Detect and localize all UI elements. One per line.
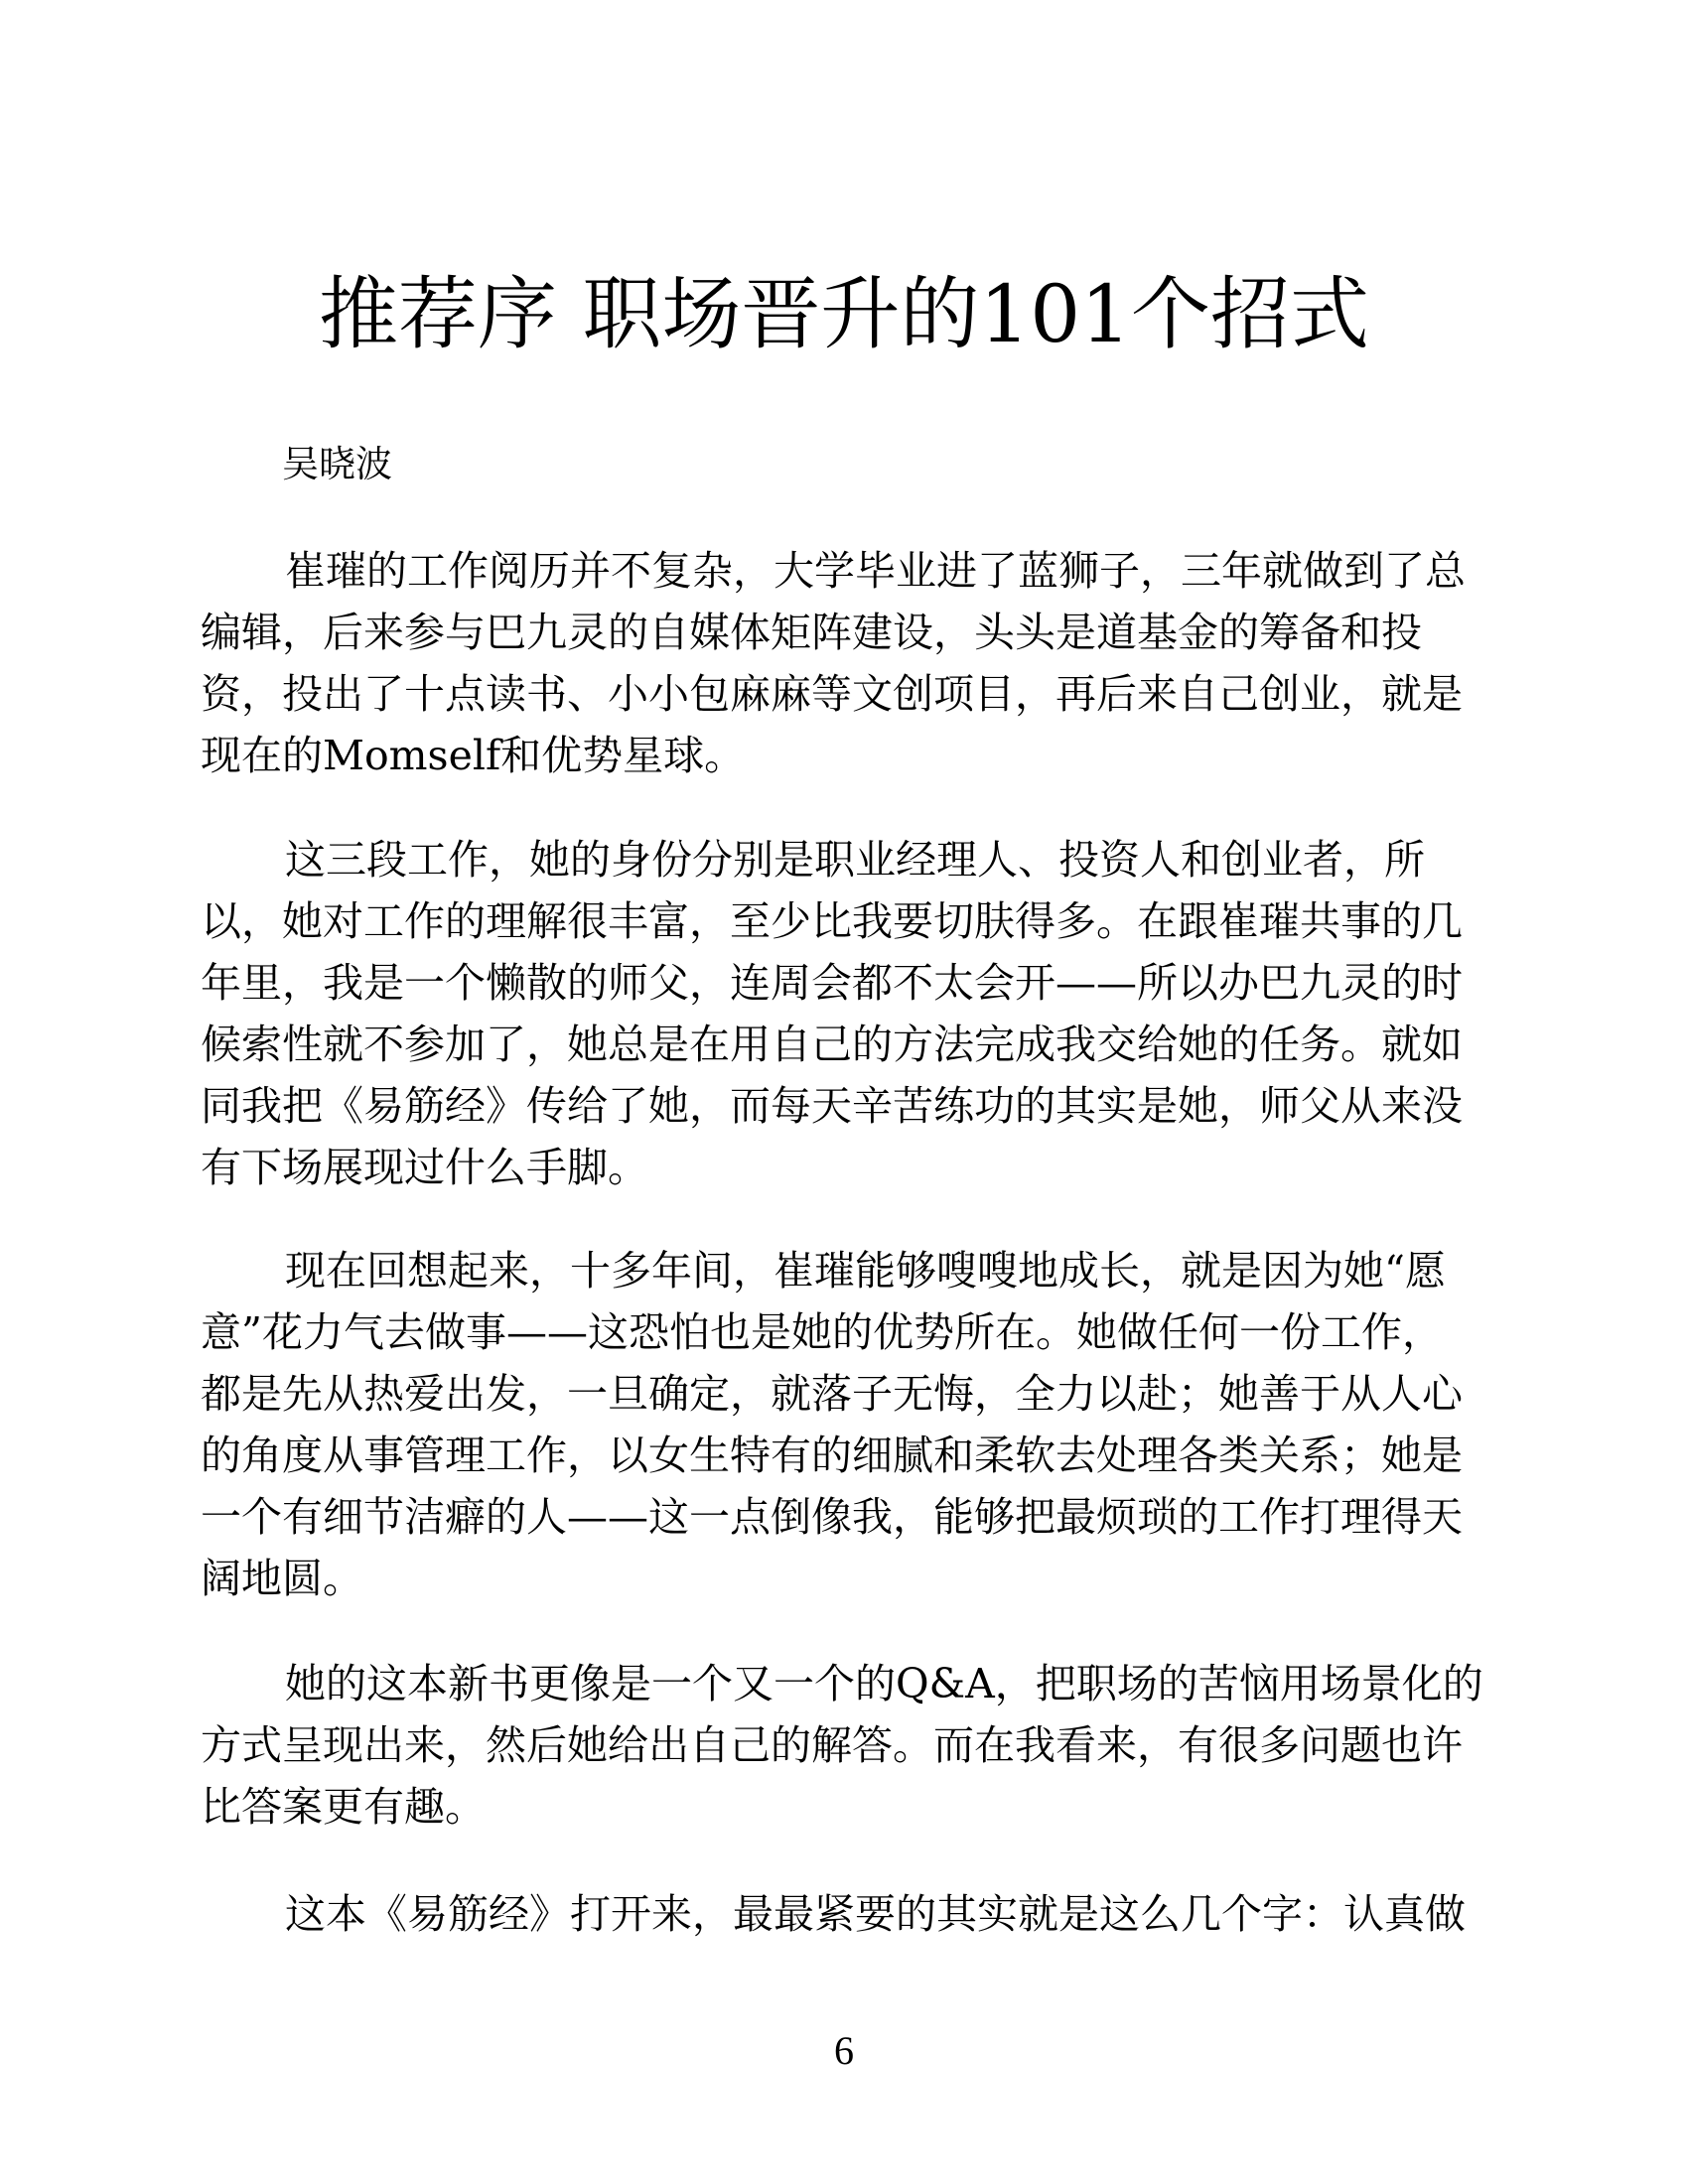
paragraph-line: 同我把《易筋经》传给了她，而每天辛苦练功的其实是她，师父从来没 [201, 1082, 1463, 1130]
paragraph-line: 意”花力气去做事——这恐怕也是她的优势所在。她做任何一份工作， [201, 1308, 1443, 1356]
paragraph-line: 现在回想起来，十多年间，崔璀能够嗖嗖地成长，就是因为她“愿 [285, 1247, 1446, 1295]
paragraph-line: 这本《易筋经》打开来，最最紧要的其实就是这么几个字：认真做 [285, 1890, 1466, 1938]
paragraph-line: 这三段工作，她的身份分别是职业经理人、投资人和创业者，所 [285, 836, 1425, 884]
paragraph-line: 比答案更有趣。 [201, 1783, 486, 1831]
paragraph-line: 以，她对工作的理解很丰富，至少比我要切肤得多。在跟崔璀共事的几 [201, 897, 1463, 945]
paragraph-line: 的角度从事管理工作，以女生特有的细腻和柔软去处理各类关系；她是 [201, 1432, 1463, 1479]
paragraph-line: 候索性就不参加了，她总是在用自己的方法完成我交给她的任务。就如 [201, 1021, 1463, 1068]
paragraph-line: 阔地圆。 [201, 1555, 363, 1602]
paragraph-line: 她的这本新书更像是一个又一个的Q&A，把职场的苦恼用场景化的 [285, 1660, 1483, 1707]
page-title: 推荐序 职场晋升的101个招式 [318, 268, 1370, 360]
paragraph-line: 年里，我是一个懒散的师父，连周会都不太会开——所以办巴九灵的时 [201, 959, 1463, 1007]
paragraph-line: 资，投出了十点读书、小小包麻麻等文创项目，再后来自己创业，就是 [201, 670, 1463, 718]
body-paragraph [201, 1653, 1491, 1838]
paragraph-line: 崔璀的工作阅历并不复杂，大学毕业进了蓝狮子，三年就做到了总 [285, 547, 1466, 595]
body-paragraph [201, 1883, 1491, 1945]
author-name: 吴晓波 [282, 443, 392, 485]
body-paragraph [201, 540, 1491, 786]
paragraph-line: 都是先从热爱出发，一旦确定，就落子无悔，全力以赴；她善于从人心 [201, 1370, 1463, 1418]
body-paragraph [201, 1240, 1491, 1609]
paragraph-line: 一个有细节洁癖的人——这一点倒像我，能够把最烦琐的工作打理得天 [201, 1493, 1463, 1541]
body-paragraph [201, 829, 1491, 1198]
paragraph-line: 现在的Momself和优势星球。 [201, 732, 746, 779]
page-number: 6 [834, 2028, 854, 2073]
paragraph-line: 方式呈现出来，然后她给出自己的解答。而在我看来，有很多问题也许 [201, 1721, 1463, 1769]
paragraph-line: 编辑，后来参与巴九灵的自媒体矩阵建设，头头是道基金的筹备和投 [201, 609, 1422, 656]
paragraph-line: 有下场展现过什么手脚。 [201, 1144, 648, 1191]
